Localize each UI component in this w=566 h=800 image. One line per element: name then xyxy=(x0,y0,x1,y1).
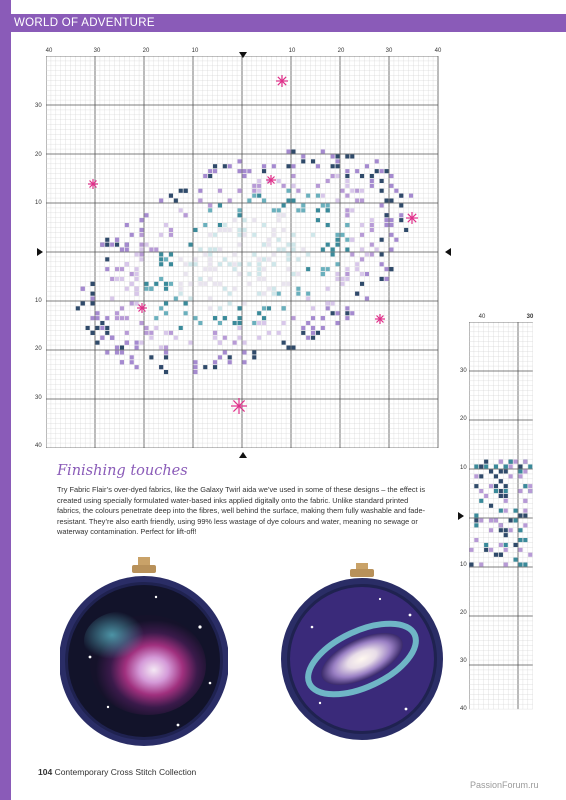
col-label: 30 xyxy=(385,48,393,54)
row-label: 30 xyxy=(460,368,467,374)
row-label: 10 xyxy=(35,200,42,206)
center-arrow-left xyxy=(37,248,43,256)
right-chart-arrow xyxy=(458,512,464,520)
row-label: 30 xyxy=(460,658,467,664)
continuation-grid xyxy=(469,322,537,710)
col-label: 10 xyxy=(191,48,199,54)
col-label: 40 xyxy=(478,314,486,320)
article-body: Try Fabric Flair’s over-dyed fabrics, like the Galaxy Twirl aida we’ve used in some of these designs – the effect is created using specially formulated water-based inks applied digitally onto the fabric. Unlike standard printed fabrics, the colours penetrate deep into the fibres, well behind the surface, making them fully washable and fade-resistant. They’re also earth friendly, using 99% less wastage of dye colours and water, meaning no sewage or waterway contamination. Perfect for lift-off! xyxy=(57,485,426,537)
publication-name: Contemporary Cross Stitch Collection xyxy=(54,767,197,777)
row-label: 30 xyxy=(35,395,42,401)
section-title: WORLD OF ADVENTURE xyxy=(14,17,155,29)
col-label: 10 xyxy=(288,48,296,54)
galaxy-hoop-photo xyxy=(280,563,448,743)
row-label: 10 xyxy=(460,562,467,568)
watermark: PassionForum.ru xyxy=(470,780,539,790)
col-label: 30 xyxy=(93,48,101,54)
nebula-hoop-photo xyxy=(60,557,228,749)
center-arrow-right xyxy=(445,248,451,256)
article-title: Finishing touches xyxy=(57,463,188,479)
page-number: 104 xyxy=(38,767,53,777)
center-arrow-bottom xyxy=(239,452,247,458)
col-label: 40 xyxy=(434,48,442,54)
page-footer xyxy=(38,767,196,777)
row-label: 20 xyxy=(35,346,42,352)
col-label: 30 xyxy=(526,314,534,320)
row-label: 10 xyxy=(35,298,42,304)
continuation-chart xyxy=(469,322,537,710)
row-label: 20 xyxy=(35,152,42,158)
row-label: 10 xyxy=(460,465,467,471)
col-label: 20 xyxy=(337,48,345,54)
row-label: 40 xyxy=(460,706,467,712)
col-label: 40 xyxy=(45,48,53,54)
row-label: 40 xyxy=(35,443,42,449)
col-label: 20 xyxy=(142,48,150,54)
row-label: 30 xyxy=(35,103,42,109)
row-label: 20 xyxy=(460,610,467,616)
row-label: 20 xyxy=(460,416,467,422)
center-arrow-top xyxy=(239,52,247,58)
